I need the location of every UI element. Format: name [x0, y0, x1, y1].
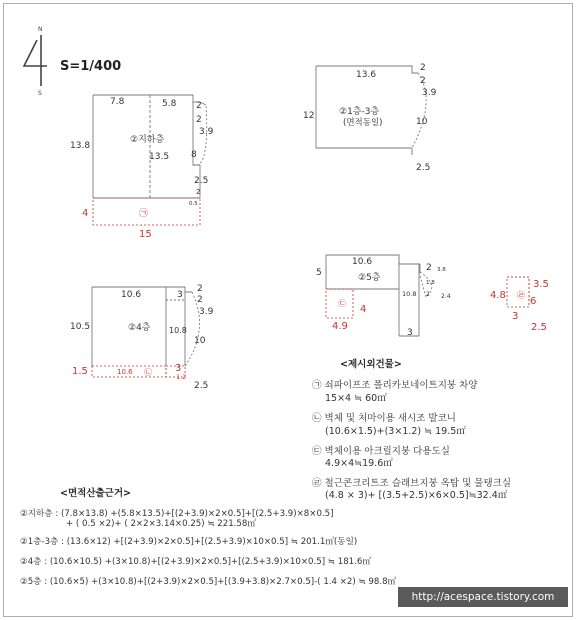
dim-label: 13.6	[356, 70, 377, 80]
calc-line: ②4층 : (10.6×10.5) +(3×10.8)+[(2+3.9)×2×0.5]+[(2.5+3.9)×10×0.5] ≒ 181.6㎡	[20, 557, 371, 567]
dim-label: 10	[194, 336, 206, 346]
dim-label: 1.5	[72, 366, 88, 377]
dim-label: 2	[196, 115, 202, 125]
dim-label: 3.5	[533, 279, 549, 290]
legend-desc: 철근콘크리트조 슬래브지붕 옥탑 및 물탱크실	[324, 478, 511, 489]
legend-item	[312, 479, 511, 489]
dim-label: 3	[512, 311, 519, 322]
balcony-outline	[92, 366, 185, 377]
mark-utility: ㉢	[338, 299, 346, 308]
dim-label: 3	[177, 290, 183, 300]
calc-line: ②5층 : (10.6×5) +(3×10.8)+[(2+3.9)×2×0.5]+[(3.9+3.8)×2.7×0.5]-( 1.4 ×2) ≒ 98.8㎡	[20, 577, 397, 587]
dim-label: 2.5	[416, 163, 431, 173]
legend-desc: 쇠파이프조 폴리카보네이트지붕 차양	[324, 380, 478, 391]
scale-label: S=1/400	[60, 59, 122, 74]
dim-label: 10.6	[121, 290, 142, 300]
calc-line: ②지하층 : (7.8×13.8) +(5.8×13.5)+[(2+3.9)×2×0.5]+[(2.5+3.9)×8×0.5]	[20, 509, 334, 519]
dim-label: 4	[360, 304, 367, 315]
floor-note: (면적동일)	[343, 118, 383, 128]
floor-name-5: ②5층	[358, 273, 381, 283]
floor-name-4: ②4층	[128, 323, 151, 333]
dim-label: 4.8	[490, 290, 506, 301]
dim-label: 3	[407, 328, 413, 338]
dim-label: 13.8	[70, 141, 91, 151]
legend-item	[312, 414, 456, 424]
legend-area: 15×4 ≒ 60㎡	[325, 393, 387, 404]
dim-label: 2.5	[194, 176, 209, 186]
legend-area: (10.6×1.5)+(3×1.2) ≒ 19.5㎡	[325, 426, 466, 437]
dim-label: 2	[420, 76, 426, 86]
dim-label: 6	[530, 296, 537, 307]
floor-name-basement: ②지하층	[130, 135, 165, 145]
dim-label: 5.8	[162, 99, 177, 109]
dim-label: 8	[191, 150, 197, 160]
legend-area: (4.8 × 3)+ [(3.5+2.5)×6×0.5]≒32.4㎡	[325, 490, 508, 501]
dim-label: 3	[175, 363, 182, 374]
dim-label: 15	[139, 229, 152, 240]
dim-label: 7.8	[110, 97, 125, 107]
dim-label: 4.9	[332, 321, 348, 332]
dim-label: 4	[82, 208, 89, 219]
mark-canopy: ㉠	[139, 209, 149, 219]
calc-line: ②1층-3층 : (13.6×12) +[(2+3.9)×2×0.5]+[(2.5+3.9)×10×0.5] ≒ 201.1㎡(동일)	[20, 537, 358, 547]
dim-label: 10.8	[402, 290, 417, 298]
legend-desc: 벽체이용 아크릴지붕 다용도실	[324, 446, 450, 457]
watermark-link[interactable]: http://acespace.tistory.com	[398, 587, 568, 607]
legend-title: <제시외건물>	[340, 359, 402, 370]
dim-label: 2	[426, 263, 432, 273]
mark-balcony: ㉡	[144, 368, 152, 377]
dim-label: 2	[426, 291, 430, 298]
dim-label: 13.5	[149, 152, 170, 162]
dim-label: 10.6	[117, 368, 133, 376]
dim-label: 2	[196, 101, 202, 111]
calc-line: + ( 0.5 ×2)+ ( 2×2×3.14×0.25) ≒ 221.58㎡	[66, 519, 256, 529]
dim-label: 3.9	[199, 307, 214, 317]
compass-south: S	[38, 90, 42, 97]
dim-label: 12	[303, 111, 315, 121]
dim-label: 10	[416, 117, 428, 127]
dim-label: 2	[197, 295, 203, 305]
dim-label: 2	[420, 63, 426, 73]
dim-label: 3.9	[199, 127, 214, 137]
dim-label: 10.8	[169, 326, 187, 335]
legend-mark: ㉣	[312, 478, 322, 489]
dim-label: 10.5	[70, 322, 91, 332]
legend-area: 4.9×4≒19.6㎡	[325, 458, 393, 469]
dim-label: 2	[196, 188, 201, 196]
dim-label: 5	[316, 268, 322, 278]
dim-label: 2.5	[194, 381, 209, 391]
calc-title: <면적산출근거>	[60, 488, 131, 499]
dim-label: 3.9	[422, 88, 437, 98]
dim-label: 2.4	[441, 293, 451, 300]
legend-mark: ㉡	[312, 413, 322, 424]
dim-label: 1.8	[426, 280, 435, 286]
north-arrow-icon	[24, 35, 47, 86]
dim-label: 10.6	[352, 257, 373, 267]
dim-label: 0.5	[189, 201, 198, 207]
floor-name-1-3: ②1층-3층	[339, 107, 380, 117]
dim-label: 3.8	[437, 267, 446, 273]
legend-desc: 벽체 및 처마이용 새시조 발코니	[324, 413, 456, 424]
basement-plan	[93, 95, 207, 198]
legend-mark: ㉠	[312, 380, 322, 391]
dim-label: 1.2	[176, 373, 187, 381]
legend-mark: ㉢	[312, 446, 322, 457]
compass-north: N	[38, 26, 43, 33]
mark-tank: ㉣	[517, 291, 525, 300]
dim-label: 2	[197, 284, 203, 294]
legend-item	[312, 447, 450, 457]
legend-item	[312, 381, 477, 391]
dim-label: 2.5	[531, 322, 547, 333]
